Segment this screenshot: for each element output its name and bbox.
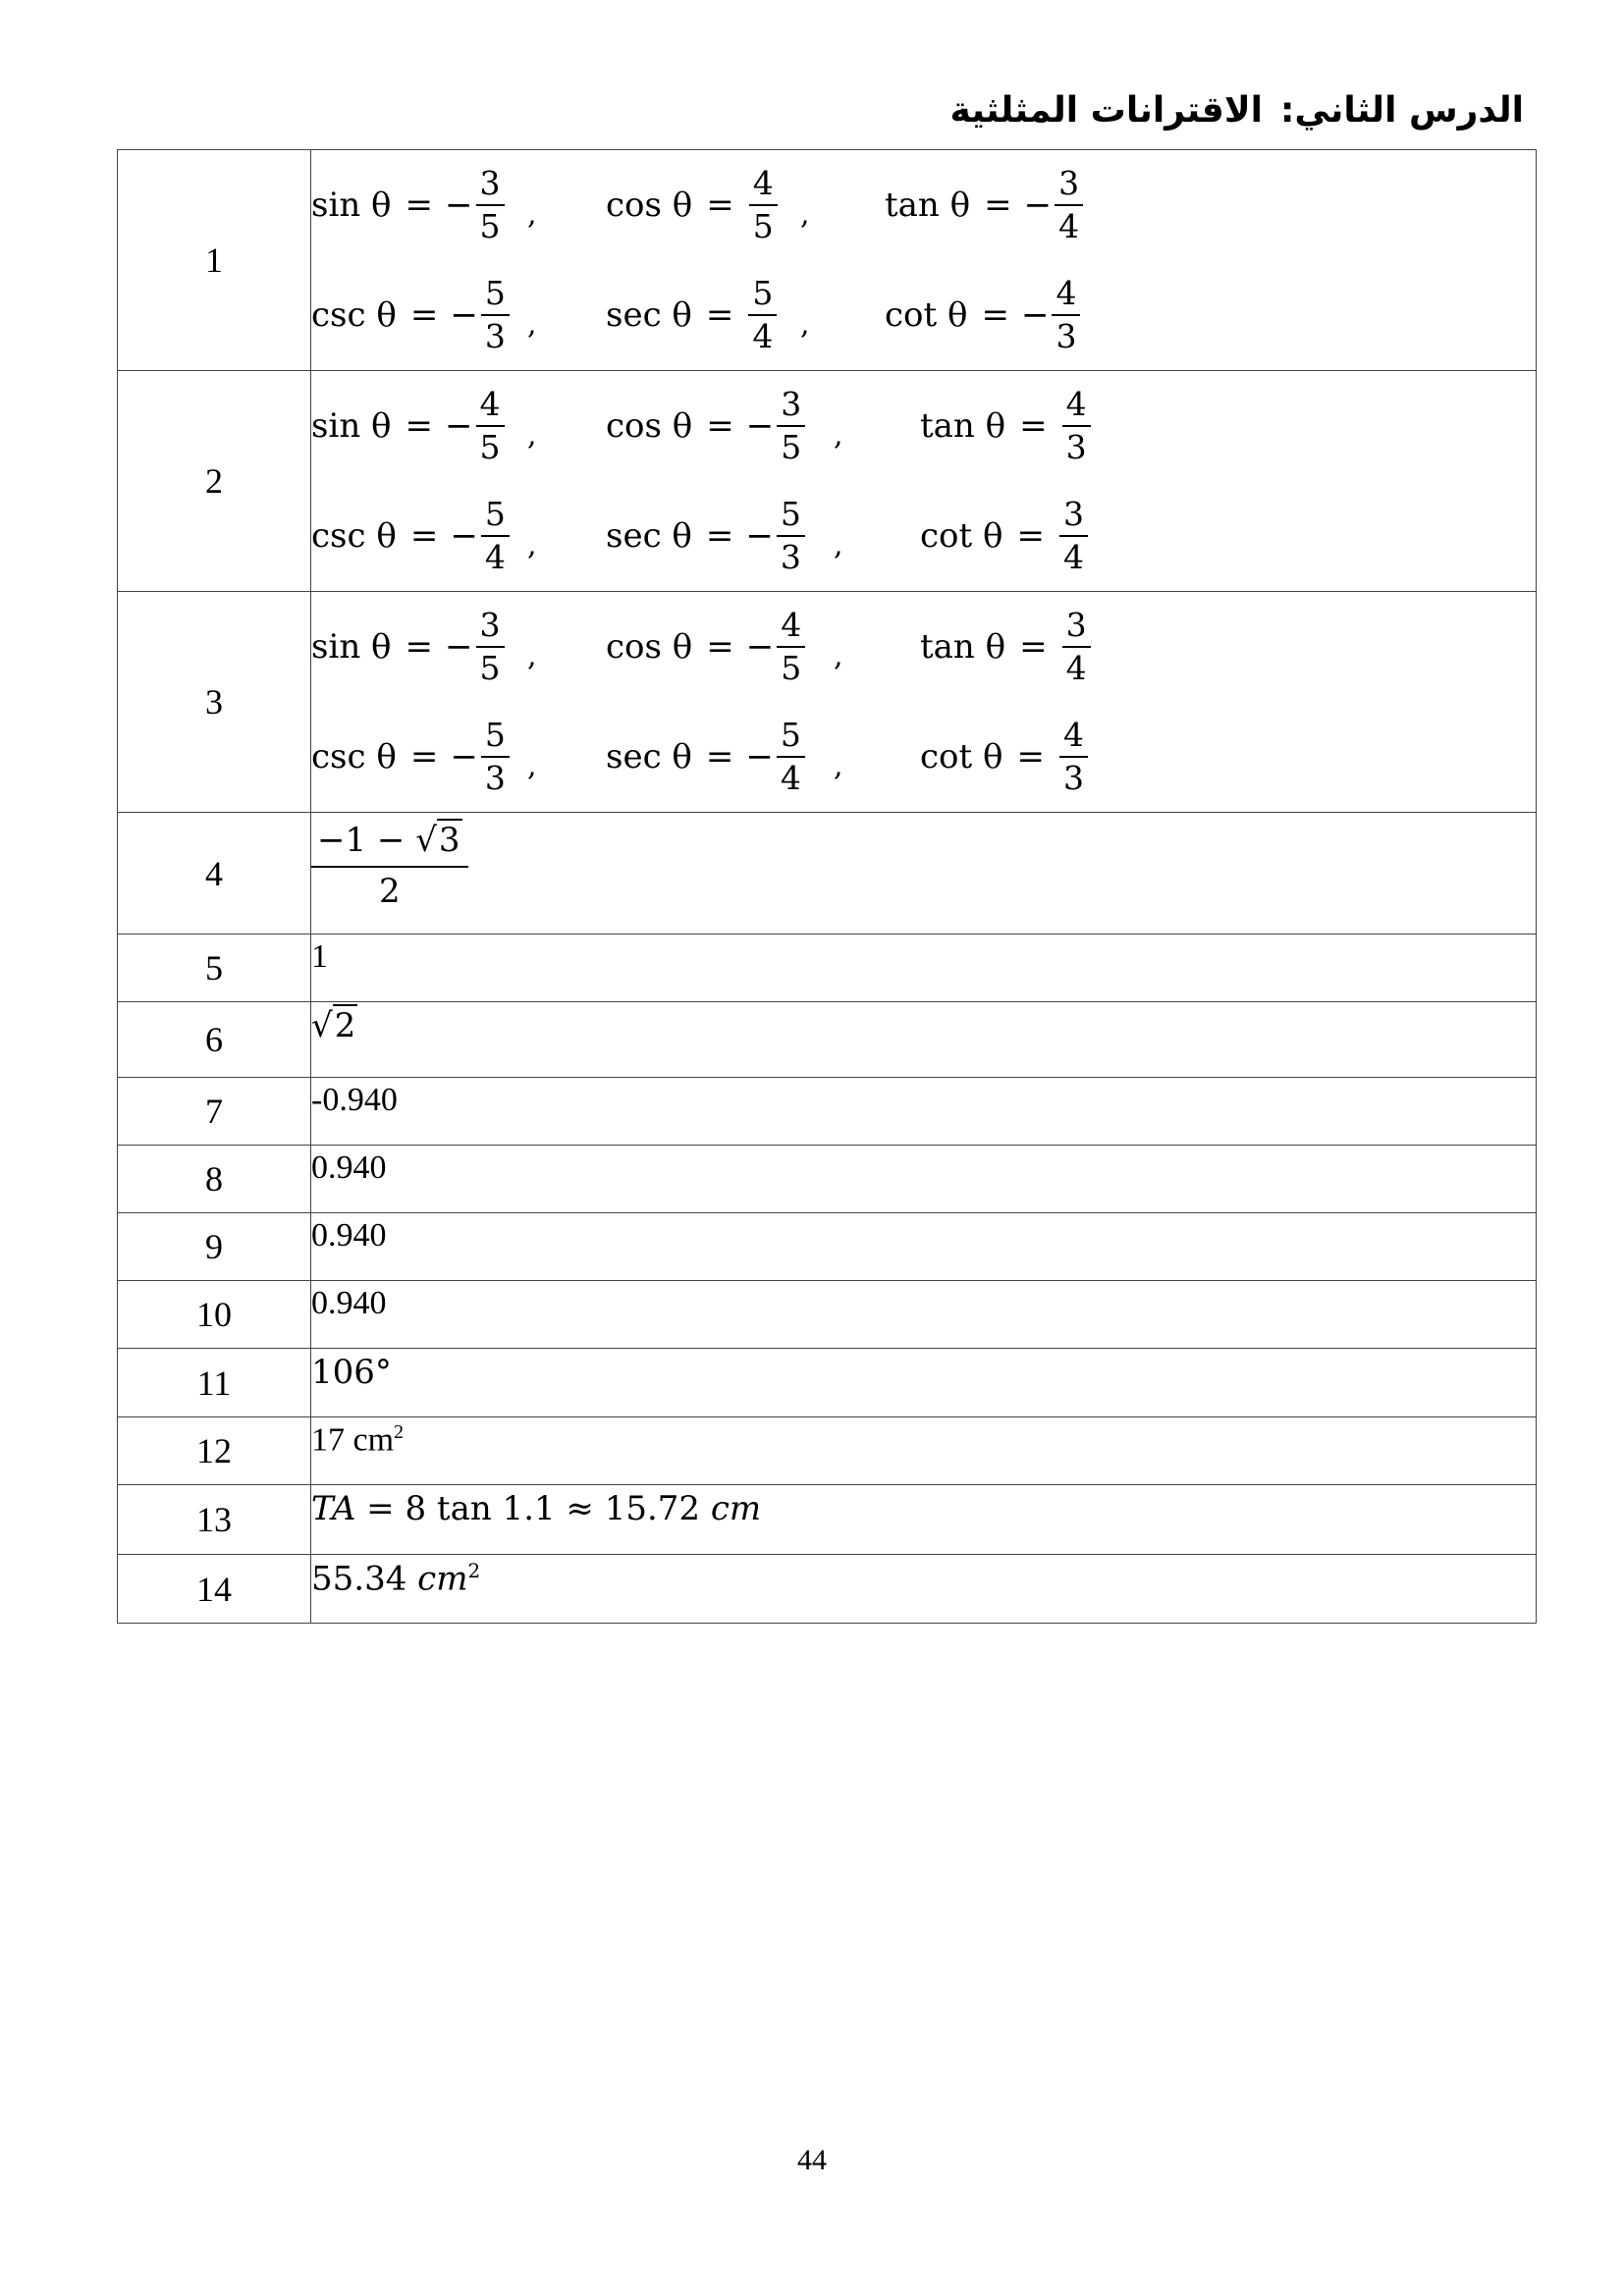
separator-comma: , <box>527 196 537 232</box>
trig-term <box>606 150 778 260</box>
row-number: 4 <box>118 813 311 934</box>
trig-term <box>606 260 777 370</box>
sign: − <box>450 516 478 556</box>
separator-comma: , <box>834 638 843 673</box>
row-number: 6 <box>118 1002 311 1078</box>
separator-comma: , <box>800 196 810 232</box>
fraction <box>481 718 510 795</box>
equals-sign: = <box>1016 737 1045 776</box>
answer-value: 17 $cm^2$ <box>311 1421 405 1459</box>
sign: − <box>445 186 473 225</box>
sign: − <box>445 627 473 667</box>
fraction <box>777 387 805 464</box>
fraction-denominator: 5 <box>752 207 774 245</box>
row-number: 3 <box>118 592 311 813</box>
table-row <box>118 1485 1537 1555</box>
function-name: sec θ <box>606 516 692 556</box>
sign: − <box>445 406 473 446</box>
fraction-numerator: 4 <box>1059 718 1088 758</box>
separator-comma: , <box>834 527 843 562</box>
function-name: cos θ <box>606 186 693 225</box>
function-name: tan θ <box>920 627 1006 667</box>
sign: − <box>745 406 775 446</box>
function-name: sec θ <box>606 295 692 335</box>
answer-cell <box>311 1349 1537 1417</box>
equals-sign: = <box>706 627 734 667</box>
table-row <box>118 592 1537 813</box>
table-row <box>118 1078 1537 1146</box>
equals-sign: = <box>405 627 433 667</box>
answer-cell <box>311 1213 1537 1281</box>
fraction <box>476 166 505 243</box>
fraction-denominator: 3 <box>1062 759 1084 797</box>
equals-sign: = <box>405 186 433 225</box>
trig-term <box>606 702 805 812</box>
trig-term <box>885 150 1083 260</box>
table-row <box>118 1146 1537 1213</box>
table-row <box>118 813 1537 934</box>
answer-value: 0.940 <box>311 1149 387 1186</box>
fraction-denominator: 5 <box>479 649 501 687</box>
trig-line <box>311 592 1536 702</box>
sign: − <box>1020 295 1050 335</box>
equals-sign: = <box>1016 516 1045 556</box>
fraction-numerator: 5 <box>481 497 510 537</box>
answer-value: 0.940 <box>311 1217 387 1254</box>
table-row <box>118 1417 1537 1485</box>
answer-value: 55.34 $cm^2$ <box>311 1559 481 1599</box>
function-name: sec θ <box>606 737 692 776</box>
row-number: 12 <box>118 1417 311 1485</box>
fraction-numerator: 3 <box>476 166 505 206</box>
fraction <box>1059 718 1088 795</box>
sign: − <box>745 737 774 776</box>
answer-value: 0.940 <box>311 1285 387 1321</box>
table-row <box>118 934 1537 1002</box>
row-number: 14 <box>118 1555 311 1624</box>
row-number: 11 <box>118 1349 311 1417</box>
trig-term <box>311 260 510 370</box>
answer-cell <box>311 1485 1537 1555</box>
equals-sign: = <box>705 295 734 335</box>
trig-term <box>606 481 805 591</box>
lesson-topic: الاقترانات المثلثية <box>949 90 1263 131</box>
answer-value: 1 <box>311 938 328 975</box>
sign: − <box>745 516 774 556</box>
fraction <box>476 608 505 685</box>
sign: − <box>450 737 478 776</box>
answer-cell <box>311 1146 1537 1213</box>
fraction <box>476 387 505 464</box>
trig-term <box>311 150 505 260</box>
fraction <box>777 608 805 685</box>
equals-sign: = <box>409 516 439 556</box>
separator-comma: , <box>527 748 537 783</box>
row-number: 1 <box>118 150 311 371</box>
fraction-numerator: 3 <box>476 608 505 648</box>
row-number: 7 <box>118 1078 311 1146</box>
answer-cell <box>311 371 1537 592</box>
sign: − <box>1023 186 1053 225</box>
row-number: 10 <box>118 1281 311 1349</box>
fraction-denominator: 4 <box>1062 538 1084 576</box>
separator-comma: , <box>800 306 810 342</box>
trig-line <box>311 481 1536 591</box>
trig-term <box>920 371 1091 481</box>
fraction-denominator: 3 <box>1056 317 1077 355</box>
fraction <box>749 166 778 243</box>
answer-cell <box>311 1281 1537 1349</box>
fraction <box>748 276 777 353</box>
equals-sign: = <box>409 295 439 335</box>
equals-sign: = <box>1019 406 1048 446</box>
equals-sign: = <box>405 406 433 446</box>
fraction-denominator: 3 <box>484 759 506 797</box>
equals-sign: = <box>981 295 1009 335</box>
answer-value: TA = 8 tan 1.1 ≈ 15.72 cm <box>311 1489 762 1528</box>
answer-cell <box>311 150 1537 371</box>
equals-sign: = <box>1019 627 1048 667</box>
fraction-denominator: 4 <box>752 317 774 355</box>
trig-term <box>311 592 505 702</box>
function-name: cot θ <box>920 516 1003 556</box>
trig-term <box>311 481 510 591</box>
trig-term <box>885 260 1080 370</box>
fraction-numerator: 3 <box>1059 497 1088 537</box>
function-name: tan θ <box>920 406 1006 446</box>
fraction-numerator: 5 <box>748 276 777 316</box>
row-number: 13 <box>118 1485 311 1555</box>
separator-comma: , <box>527 417 537 453</box>
fraction-numerator: 4 <box>749 166 778 206</box>
answer-cell <box>311 592 1537 813</box>
fraction-numerator: 4 <box>777 608 805 648</box>
fraction-numerator: 4 <box>1062 387 1091 427</box>
separator-comma: , <box>527 638 537 673</box>
function-name: csc θ <box>311 516 397 556</box>
fraction-denominator: 2 <box>378 872 401 911</box>
trig-term <box>311 371 505 481</box>
fraction-numerator: 5 <box>481 718 510 758</box>
function-name: cot θ <box>885 295 968 335</box>
table-row <box>118 1555 1537 1624</box>
answer-value: -0.940 <box>311 1082 398 1118</box>
equals-sign: = <box>705 516 734 556</box>
trig-term <box>920 481 1088 591</box>
fraction-denominator: 4 <box>484 538 506 576</box>
fraction-denominator: 3 <box>1065 428 1087 466</box>
fraction <box>777 718 805 795</box>
separator-comma: , <box>527 306 537 342</box>
function-name: sin θ <box>311 627 392 667</box>
fraction-numerator: 5 <box>777 497 805 537</box>
equals-sign: = <box>706 186 734 225</box>
trig-term <box>920 592 1091 702</box>
fraction-denominator: 4 <box>1058 207 1080 245</box>
row-number: 8 <box>118 1146 311 1213</box>
answer-cell <box>311 1417 1537 1485</box>
table-row <box>118 1213 1537 1281</box>
function-name: cot θ <box>920 737 1003 776</box>
separator-comma: , <box>834 748 843 783</box>
table-row <box>118 1281 1537 1349</box>
function-name: csc θ <box>311 295 397 335</box>
table-row <box>118 150 1537 371</box>
fraction-numerator: 3 <box>777 387 805 427</box>
table-row <box>118 371 1537 592</box>
fraction-denominator: 4 <box>780 759 801 797</box>
function-name: cos θ <box>606 627 693 667</box>
answer-value: 106° <box>311 1353 392 1392</box>
fraction-denominator: 3 <box>780 538 801 576</box>
trig-line <box>311 371 1536 481</box>
fraction-denominator: 3 <box>484 317 506 355</box>
answers-table <box>117 149 1537 1624</box>
fraction-numerator: 4 <box>1052 276 1080 316</box>
fraction-denominator: 4 <box>1065 649 1087 687</box>
row-number: 2 <box>118 371 311 592</box>
equals-sign: = <box>409 737 439 776</box>
trig-term <box>606 592 805 702</box>
equals-sign: = <box>705 737 734 776</box>
fraction-numerator: 3 <box>1062 608 1091 648</box>
trig-line <box>311 702 1536 812</box>
sign: − <box>450 295 478 335</box>
fraction <box>1062 387 1091 464</box>
answer-cell <box>311 1078 1537 1146</box>
answer-cell <box>311 1002 1537 1078</box>
fraction-denominator: 5 <box>479 428 501 466</box>
trig-term <box>311 702 510 812</box>
fraction <box>1059 497 1088 574</box>
fraction-denominator: 5 <box>781 649 802 687</box>
row-number: 9 <box>118 1213 311 1281</box>
trig-line <box>311 260 1536 370</box>
fraction <box>311 813 468 911</box>
sign: − <box>745 627 775 667</box>
function-name: tan θ <box>885 186 971 225</box>
answer-cell <box>311 934 1537 1002</box>
function-name: sin θ <box>311 406 392 446</box>
fraction-denominator: 5 <box>781 428 802 466</box>
trig-term <box>920 702 1088 812</box>
fraction <box>1052 276 1080 353</box>
trig-line <box>311 150 1536 260</box>
fraction-numerator: 4 <box>476 387 505 427</box>
table-row <box>118 1349 1537 1417</box>
fraction <box>777 497 805 574</box>
lesson-label: الدرس الثاني: <box>1280 90 1524 131</box>
separator-comma: , <box>527 527 537 562</box>
fraction <box>1055 166 1083 243</box>
answer-cell <box>311 813 1537 934</box>
function-name: sin θ <box>311 186 392 225</box>
fraction-denominator: 5 <box>479 207 501 245</box>
answer-value: √2 <box>311 1006 356 1045</box>
row-number: 5 <box>118 934 311 1002</box>
trig-term <box>606 371 805 481</box>
page-heading <box>950 90 1525 131</box>
fraction-numerator: 5 <box>481 276 510 316</box>
equals-sign: = <box>706 406 734 446</box>
fraction <box>1062 608 1091 685</box>
fraction <box>481 276 510 353</box>
table-row <box>118 1002 1537 1078</box>
fraction-numerator: 5 <box>777 718 805 758</box>
answer-cell <box>311 1555 1537 1624</box>
separator-comma: , <box>834 417 843 453</box>
function-name: csc θ <box>311 737 397 776</box>
fraction <box>481 497 510 574</box>
function-name: cos θ <box>606 406 693 446</box>
fraction-numerator: 3 <box>1055 166 1083 206</box>
equals-sign: = <box>984 186 1012 225</box>
fraction-numerator: −1 − √3 <box>311 821 468 868</box>
page-number: 44 <box>797 2144 827 2176</box>
